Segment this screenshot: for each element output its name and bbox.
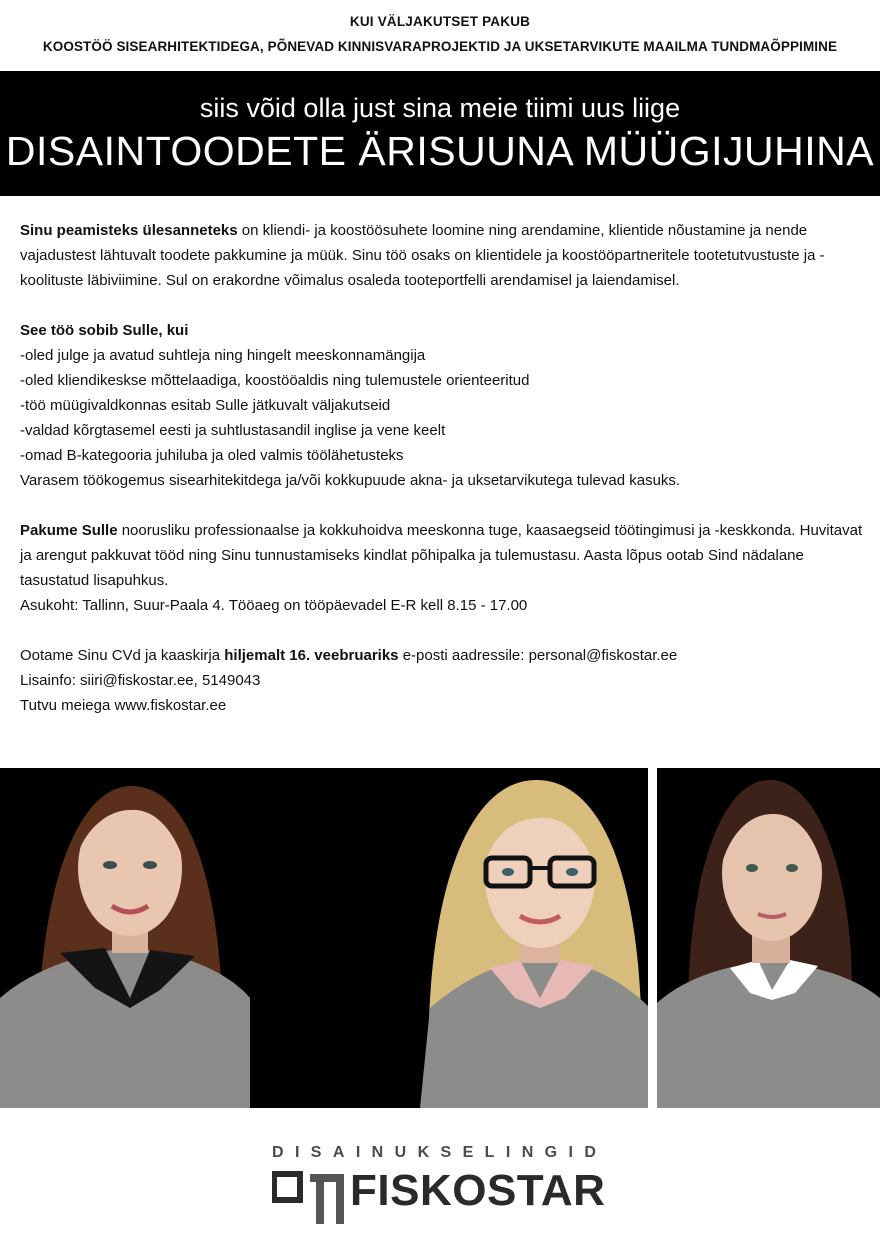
application-deadline: hiljemalt 16. veebruariks [224, 647, 399, 664]
tasks-text: on kliendi- ja koostöösuhete loomine ning arendamine, klientide nõustamine ja nende vajadustest lähtuvalt toodete pakkumine ja müük. Sinu töö osaks on klientidele ja koostööpartneritele tootetutvustuste ja -koolituste läbiviimine. Sul on erakordne võimalus osaleda tooteportfelli arendamisel ja laiendamisel. [20, 222, 825, 289]
job-description [20, 218, 865, 743]
banner-subtitle: siis võid olla just sina meie tiimi uus liige [199, 93, 681, 123]
offer-text: noorusliku professionaalse ja kokkuhoidva meeskonna tuge, kaasaegseid töötingimusi ja -keskkonda. Huvitavat ja arengut pakkuvat tööd ning Sinu tunnustamiseks kindlat põhipalka ja tulemustasu. Aasta lõpus ootab Sind nädalane tasustatud lisapuhkus. [20, 522, 863, 589]
team-photo-illustration [0, 768, 880, 1108]
fit-section [20, 318, 865, 493]
tasks-lead: Sinu peamisteks ülesanneteks [20, 222, 238, 239]
fit-item: -töö müügivaldkonnas esitab Sulle jätkuvalt väljakutseid [20, 397, 391, 414]
title-banner [0, 71, 880, 196]
fit-heading: See töö sobib Sulle, kui [20, 322, 189, 339]
application-line [20, 643, 865, 668]
info-contact[interactable]: Lisainfo: siiri@fiskostar.ee, 5149043 [20, 672, 261, 689]
header-line-2: KOOSTÖÖ SISEARHITEKTIDEGA, PÕNEVAD KINNISVARAPROJEKTID JA UKSETARVIKUTE MAAILMA TUNDMAÕPPIMINE [42, 39, 838, 54]
banner-title: DISAINTOODETE ÄRISUUNA MÜÜGIJUHINA [5, 128, 875, 174]
company-logo [0, 1140, 880, 1245]
contact-section [20, 643, 865, 718]
fit-note: Varasem töökogemus sisearhitekitdega ja/või kokkupuude akna- ja uksetarvikutega tulevad kasuks. [20, 472, 681, 489]
offer-section [20, 518, 865, 618]
logo-name: FISKOSTAR [350, 1166, 606, 1215]
offer-lead: Pakume Sulle [20, 522, 118, 539]
header-line-1: KUI VÄLJAKUTSET PAKUB [349, 14, 531, 29]
logo-tagline: DISAINUKSELINGID [272, 1144, 608, 1161]
location-text: Asukoht: Tallinn, Suur-Paala 4. Tööaeg on tööpäevadel E-R kell 8.15 - 17.00 [20, 597, 528, 614]
website-link[interactable]: Tutvu meiega www.fiskostar.ee [20, 697, 227, 714]
tasks-paragraph [20, 218, 865, 293]
fit-item: -valdad kõrgtasemel eesti ja suhtlustasandil inglise ja vene keelt [20, 422, 446, 439]
logo-mark-icon [272, 1168, 348, 1228]
fit-item: -oled kliendikeskse mõttelaadiga, koostööaldis ning tulemustele orienteeritud [20, 372, 530, 389]
header [0, 14, 880, 54]
team-photo [0, 768, 880, 1108]
application-email[interactable]: e-posti aadressile: personal@fiskostar.ee [398, 647, 678, 664]
fit-item: -omad B-kategooria juhiluba ja oled valmis töölähetusteks [20, 447, 404, 464]
fit-item: -oled julge ja avatud suhtleja ning hingelt meeskonnamängija [20, 347, 426, 364]
application-pre: Ootame Sinu CVd ja kaaskirja [20, 647, 225, 664]
